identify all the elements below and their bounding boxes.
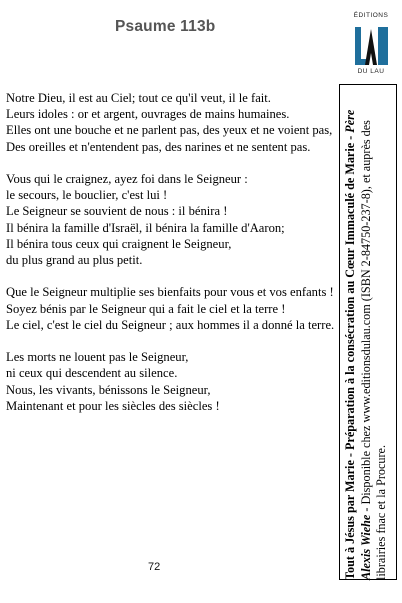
verse-line: Soyez bénis par le Seigneur qui a fait le ciel et la terre ! bbox=[6, 301, 286, 316]
verse-line: Maintenant et pour les siècles des siècles ! bbox=[6, 398, 220, 413]
verse-line: Il bénira la famille d'Israël, il bénira la famille d'Aaron; bbox=[6, 220, 285, 235]
verse-line: Leurs idoles : or et argent, ouvrages de mains humaines. bbox=[6, 107, 290, 122]
publisher-logo bbox=[351, 12, 391, 78]
verse-line: ni ceux qui descendent au silence. bbox=[6, 366, 178, 381]
stanza-3 bbox=[6, 284, 341, 333]
availability-text: - Disponible chez www.editionsdulau.com (ISBN 2-84750-237-8), et auprès des librairies fnac et la Procure. bbox=[358, 120, 389, 580]
verse-line: Les morts ne louent pas le Seigneur, bbox=[6, 350, 189, 365]
verse-line: le secours, le bouclier, c'est lui ! bbox=[6, 188, 168, 203]
psalm-text bbox=[6, 90, 341, 430]
stanza-2 bbox=[6, 171, 341, 268]
book-author: Père Alexis Wiehe bbox=[343, 109, 373, 580]
stanza-1 bbox=[6, 90, 341, 155]
logo-bottom-text: DU LAU bbox=[357, 68, 385, 75]
page-title: Psaume 113b bbox=[115, 18, 216, 35]
verse-line: Elles ont une bouche et ne parlent pas, des yeux et ne voient pas, bbox=[6, 123, 333, 138]
verse-line: Vous qui le craignez, ayez foi dans le Seigneur : bbox=[6, 172, 248, 186]
verse-line: Notre Dieu, il est au Ciel; tout ce qu'il veut, il le fait. bbox=[6, 91, 271, 105]
book-title: Tout à Jésus par Marie - Préparation à la consécration au Cœur Immaculé de Marie - bbox=[343, 135, 357, 580]
stanza-4 bbox=[6, 349, 341, 414]
verse-line: Des oreilles et n'entendent pas, des narines et ne sentent pas. bbox=[6, 139, 311, 154]
verse-line: du plus grand au plus petit. bbox=[6, 253, 143, 268]
logo-top-text: ÉDITIONS bbox=[353, 12, 389, 19]
page-number: 72 bbox=[148, 561, 161, 573]
book-info-sidebar bbox=[343, 88, 390, 580]
verse-line: Le Seigneur se souvient de nous : il bénira ! bbox=[6, 204, 228, 219]
verse-line: Que le Seigneur multiplie ses bienfaits pour vous et vos enfants ! bbox=[6, 285, 334, 300]
verse-line: Il bénira tous ceux qui craignent le Seigneur, bbox=[6, 236, 232, 251]
verse-line: Le ciel, c'est le ciel du Seigneur ; aux hommes il a donné la terre. bbox=[6, 317, 335, 332]
logo-mark bbox=[354, 21, 388, 67]
verse-line: Nous, les vivants, bénissons le Seigneur, bbox=[6, 382, 211, 397]
